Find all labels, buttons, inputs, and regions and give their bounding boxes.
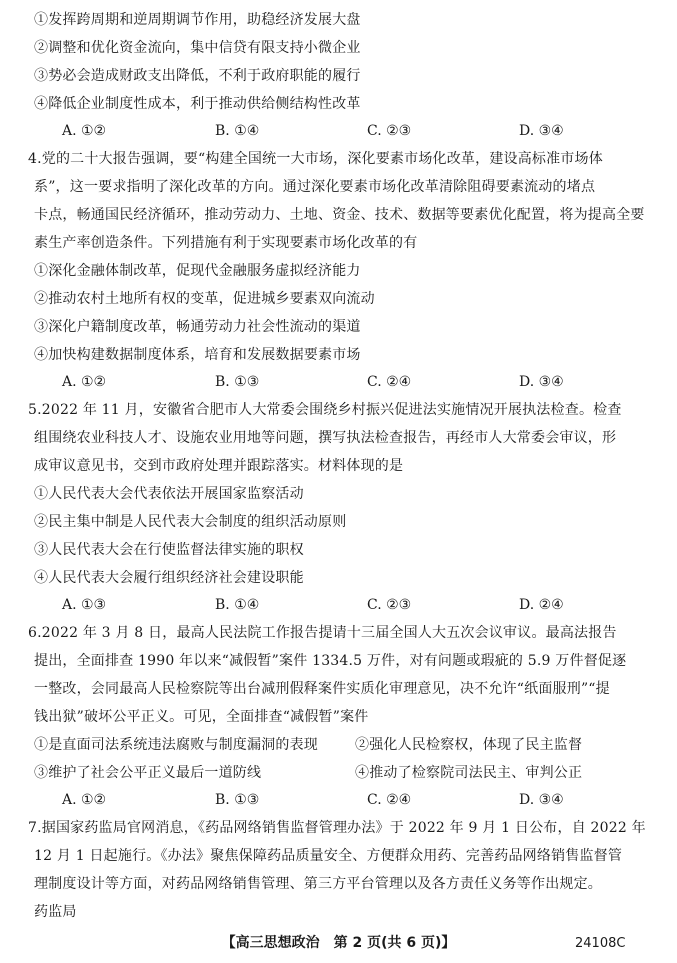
- footer-title: 【高三思想政治 第 2 页(共 6 页)】: [221, 935, 456, 951]
- q6-stem-line-2: 提出，全面排查 1990 年以来“减假暂”案件 1334.5 万件，对有问题或瑕疵的 5.9 万件督促逐: [34, 653, 627, 669]
- q7-stem-line-1: 7.据国家药监局官网消息，《药品网络销售监督管理办法》于 2022 年 9 月 1 日公布，自 2022 年: [28, 820, 646, 836]
- q5-stem-line-3: 成审议意见书，交到市政府处理并跟踪落实。材料体现的是: [34, 458, 404, 474]
- q6-option-2: ②强化人民检察权，体现了民主监督: [355, 737, 583, 753]
- q3-option-2: ②调整和优化资金流向，集中信贷有限支持小微企业: [34, 40, 361, 56]
- q5-option-2: ②民主集中制是人民代表大会制度的组织活动原则: [34, 514, 347, 530]
- q5-choice-b: B. ①④: [215, 597, 260, 613]
- q4-option-3: ③深化户籍制度改革，畅通劳动力社会性流动的渠道: [34, 319, 361, 335]
- paper-code: 24108C: [575, 936, 626, 951]
- q3-option-4: ④降低企业制度性成本，利于推动供给侧结构性改革: [34, 96, 361, 112]
- q3-option-1: ①发挥跨周期和逆周期调节作用，助稳经济发展大盘: [34, 12, 361, 28]
- q4-stem-line-4: 素生产率创造条件。下列措施有利于实现要素市场化改革的有: [34, 235, 418, 251]
- q6-option-3: ③维护了社会公平正义最后一道防线: [34, 765, 262, 781]
- q3-option-3: ③势必会造成财政支出降低，不利于政府职能的履行: [34, 68, 361, 84]
- q4-stem-line-1: 4.党的二十大报告强调，要“构建全国统一大市场，深化要素市场化改革，建设高标准市场体: [28, 151, 603, 167]
- q4-option-4: ④加快构建数据制度体系，培育和发展数据要素市场: [34, 347, 361, 363]
- q6-choice-d: D. ③④: [519, 792, 564, 808]
- q7-stem-line-4: 药监局: [34, 904, 77, 920]
- q4-choice-c: C. ②④: [367, 374, 412, 390]
- q6-choice-c: C. ②④: [367, 792, 412, 808]
- q4-stem-line-3: 卡点，畅通国民经济循环，推动劳动力、土地、资金、技术、数据等要素优化配置，将为提高全要: [34, 207, 645, 223]
- q6-choice-a: A. ①②: [62, 792, 107, 808]
- q7-stem-line-3: 理制度设计等方面，对药品网络销售管理、第三方平台管理以及各方责任义务等作出规定。: [34, 876, 602, 892]
- q5-choice-a: A. ①③: [62, 597, 107, 613]
- q3-choice-c: C. ②③: [367, 123, 412, 139]
- q6-stem-line-1: 6.2022 年 3 月 8 日，最高人民法院工作报告提请十三届全国人大五次会议审议。最高法报告: [28, 625, 617, 641]
- q5-choice-c: C. ②③: [367, 597, 412, 613]
- q4-stem-line-2: 系”，这一要求指明了深化改革的方向。通过深化要素市场化改革清除阻碍要素流动的堵点: [34, 179, 596, 195]
- q5-stem-line-2: 组围绕农业科技人才、设施农业用地等问题，撰写执法检查报告，再经市人大常委会审议，形: [34, 430, 617, 446]
- q6-choice-b: B. ①③: [215, 792, 260, 808]
- q3-choice-a: A. ①②: [62, 123, 107, 139]
- q5-option-1: ①人民代表大会代表依法开展国家监察活动: [34, 486, 304, 502]
- q5-option-3: ③人民代表大会在行使监督法律实施的职权: [34, 542, 304, 558]
- q5-choice-d: D. ②④: [519, 597, 564, 613]
- q4-choice-b: B. ①③: [215, 374, 260, 390]
- q6-option-4: ④推动了检察院司法民主、审判公正: [355, 765, 583, 781]
- q6-stem-line-4: 钱出狱”破坏公平正义。可见，全面排查“减假暂”案件: [34, 709, 369, 725]
- q3-choice-b: B. ①④: [215, 123, 260, 139]
- q5-stem-line-1: 5.2022 年 11 月，安徽省合肥市人大常委会围绕乡村振兴促进法实施情况开展执法检查。检查: [28, 402, 622, 418]
- q4-option-2: ②推动农村土地所有权的变革，促进城乡要素双向流动: [34, 291, 375, 307]
- q4-choice-a: A. ①②: [62, 374, 107, 390]
- q4-choice-d: D. ③④: [519, 374, 564, 390]
- q5-option-4: ④人民代表大会履行组织经济社会建设职能: [34, 570, 304, 586]
- q7-stem-line-2: 12 月 1 日起施行。《办法》聚焦保障药品质量安全、方便群众用药、完善药品网络销售监督管: [34, 848, 623, 864]
- q3-choice-d: D. ③④: [519, 123, 564, 139]
- q6-stem-line-3: 一整改，会同最高人民检察院等出台减刑假释案件实质化审理意见，决不允许“纸面服刑”“提: [34, 681, 610, 697]
- q6-option-1: ①是直面司法系统违法腐败与制度漏洞的表现: [34, 737, 318, 753]
- q4-option-1: ①深化金融体制改革，促现代金融服务虚拟经济能力: [34, 263, 361, 279]
